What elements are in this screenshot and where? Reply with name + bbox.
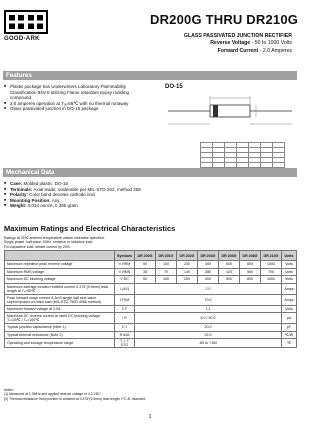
column-header: Units [281,251,296,261]
forward-current-value: - 2.0 Amperes [259,47,292,54]
mechanical-item-text: 0.014 ounce, 0.395 gram [26,203,78,209]
value-cell: 560 [239,268,260,276]
feature-item: ■ 2.0 amperes operation at Tₐ=55℃ with no thermal runaway [4,101,144,107]
features-heading: Features [3,71,297,80]
symbol-cell: V DC [115,276,135,284]
table-row [5,324,297,332]
shared-value-cell: 5.0 / 50.0 [134,313,281,324]
column-header: DR 204G [197,251,218,261]
parameter-cell: Maximum average forward rectified current 0.375"(9.5mm) lead length at Tₐ=55℃ [5,283,115,294]
unit-cell: Amps [281,283,296,294]
column-header: DR 201G [155,251,176,261]
good-ark-logo-icon [4,10,48,34]
symbol-cell: I FSM [115,294,135,305]
table-row [5,331,297,339]
unit-cell: Amps [281,294,296,305]
value-cell: 280 [197,268,218,276]
note-item: (1) Measured at 1.0MHz and applied reverse voltage of 4.0 VDC. [4,392,102,397]
mechanical-item [4,203,154,209]
unit-cell: ℃/W [281,331,296,339]
company-logo [4,10,56,42]
column-header: DR 200G [134,251,155,261]
symbol-cell: C J [115,324,135,332]
ratings-header-row [5,251,297,261]
table-row [5,294,297,305]
table-row [5,261,297,269]
value-cell: 420 [218,268,239,276]
value-cell: 70 [155,268,176,276]
unit-cell: Volts [281,261,296,269]
unit-cell: Volts [281,268,296,276]
symbol-cell: R θJA [115,331,135,339]
condition-line: For capacitive load, derate current by 20%. [4,244,71,249]
mechanical-item-label: Weight: [10,203,27,209]
shared-value-cell: -65 to +150 [134,339,281,348]
value-cell: 100 [155,276,176,284]
value-cell: 400 [197,261,218,269]
do15-package-drawing [168,92,292,130]
ratings-conditions [4,236,204,249]
value-cell: 200 [176,276,197,284]
column-header: Symbols [115,251,135,261]
value-cell: 1000 [260,276,281,284]
mechanical-heading: Mechanical Data [3,168,297,177]
symbol-cell: V RRM [115,261,135,269]
forward-current-label: Forward Current [217,47,259,54]
parameter-cell: Maximum forward voltage at 2.0A [5,305,115,313]
logo-text: GOOD-ARK [4,36,40,42]
mechanical-item-label: Mounting Position: [10,197,51,203]
symbol-cell: T J, T STG [115,339,135,348]
condition-line: Single phase, half wave, 60Hz, resistive or inductive load. [4,240,94,245]
table-row [5,339,297,348]
value-cell: 100 [155,261,176,269]
product-summary [184,33,292,55]
reverse-voltage-value: - 50 to 1000 Volts [251,40,292,47]
symbol-cell: I R [115,313,135,324]
parameter-cell: Peak forward surge current 8.3mS single half sine-wave superimposed on rated load (MIL-STD-750D 4066 method) [5,294,115,305]
value-cell: 35 [134,268,155,276]
footnotes [4,388,294,401]
unit-cell: μA [281,313,296,324]
symbol-cell: I (AV) [115,283,135,294]
parameter-cell: Maximum DC blocking voltage [5,276,115,284]
unit-cell: ℃ [281,339,296,348]
mechanical-item-text: Color band denotes cathode end [28,192,95,198]
value-cell: 50 [134,261,155,269]
shared-value-cell: 1.1 [134,305,281,313]
value-cell: 600 [218,261,239,269]
column-header: DR 206G [218,251,239,261]
value-cell: 50 [134,276,155,284]
unit-cell: Volts [281,305,296,313]
column-header: DR 210G [260,251,281,261]
forward-current-line [184,48,292,55]
column-header [5,251,115,261]
value-cell: 800 [239,261,260,269]
mechanical-list [4,181,154,209]
value-cell: 200 [176,261,197,269]
ratings-table [4,250,297,348]
table-row [5,268,297,276]
parameter-cell: Maximum repetitive peak reverse voltage [5,261,115,269]
document-title: DR200G THRU DR210G [150,12,299,27]
column-header: DR 202G [176,251,197,261]
condition-line: Ratings at 25℃ ambient temperature unless otherwise specified. [4,236,105,240]
mechanical-item-label: Case: [10,181,23,186]
parameter-cell: Maximum DC reverse current at rated DC blocking voltage Tₐ=25℃ / Tₐ=100℃ [5,313,115,324]
feature-item: ■ Plastic package has Underwriters Laboratory Flammability Classification 94V-0 utilizing Flame retardant epoxy molding compound [4,84,144,101]
value-cell: 140 [176,268,197,276]
reverse-voltage-label: Reverse Voltage [210,40,251,47]
shared-value-cell: 70.0 [134,294,281,305]
mechanical-item-label: Polarity: [10,192,29,198]
mechanical-item-text: Axial leads, solderable per MIL-STD-202, method 208 [32,186,141,192]
value-cell: 1000 [260,261,281,269]
parameter-cell: Operating and storage temperature range [5,339,115,348]
value-cell: 800 [239,276,260,284]
value-cell: 400 [197,276,218,284]
reverse-voltage-line [184,40,292,47]
value-cell: 700 [260,268,281,276]
notes-heading: Notes: [4,388,14,392]
table-row [5,283,297,294]
symbol-cell: V RMS [115,268,135,276]
shared-value-cell: 20.0 [134,324,281,332]
note-item: (2) Thermal resistance from junction to ambient at 0.375"(9.5mm) lead length, P.C.B. mounted. [4,396,146,401]
ratings-heading: Maximum Ratings and Electrical Characteristics [4,224,176,233]
value-cell: 600 [218,276,239,284]
mechanical-item-text: Any [50,197,60,203]
page-number: 1 [148,414,152,420]
table-row [5,276,297,284]
unit-cell: pF [281,324,296,332]
shared-value-cell: 2.0 [134,283,281,294]
mechanical-item-label: Terminals: [10,186,33,192]
features-list [4,84,144,112]
unit-cell: Volts [281,276,296,284]
package-label: DO-15 [165,84,183,90]
column-header: DR 208G [239,251,260,261]
table-row [5,313,297,324]
parameter-cell: Typical junction capacitance (Note 1) [5,324,115,332]
parameter-cell: Typical thermal resistance (Note 2) [5,331,115,339]
feature-item: ■ Glass passivated junction in DO-15 package [4,106,144,112]
shared-value-cell: 22.0 [134,331,281,339]
symbol-cell: V F [115,305,135,313]
table-row [5,305,297,313]
product-type: GLASS PASSIVATED JUNCTION RECTIFIER [183,33,292,39]
parameter-cell: Maximum RMS voltage [5,268,115,276]
mechanical-item-text: Molded plastic, DO-15 [22,181,69,186]
